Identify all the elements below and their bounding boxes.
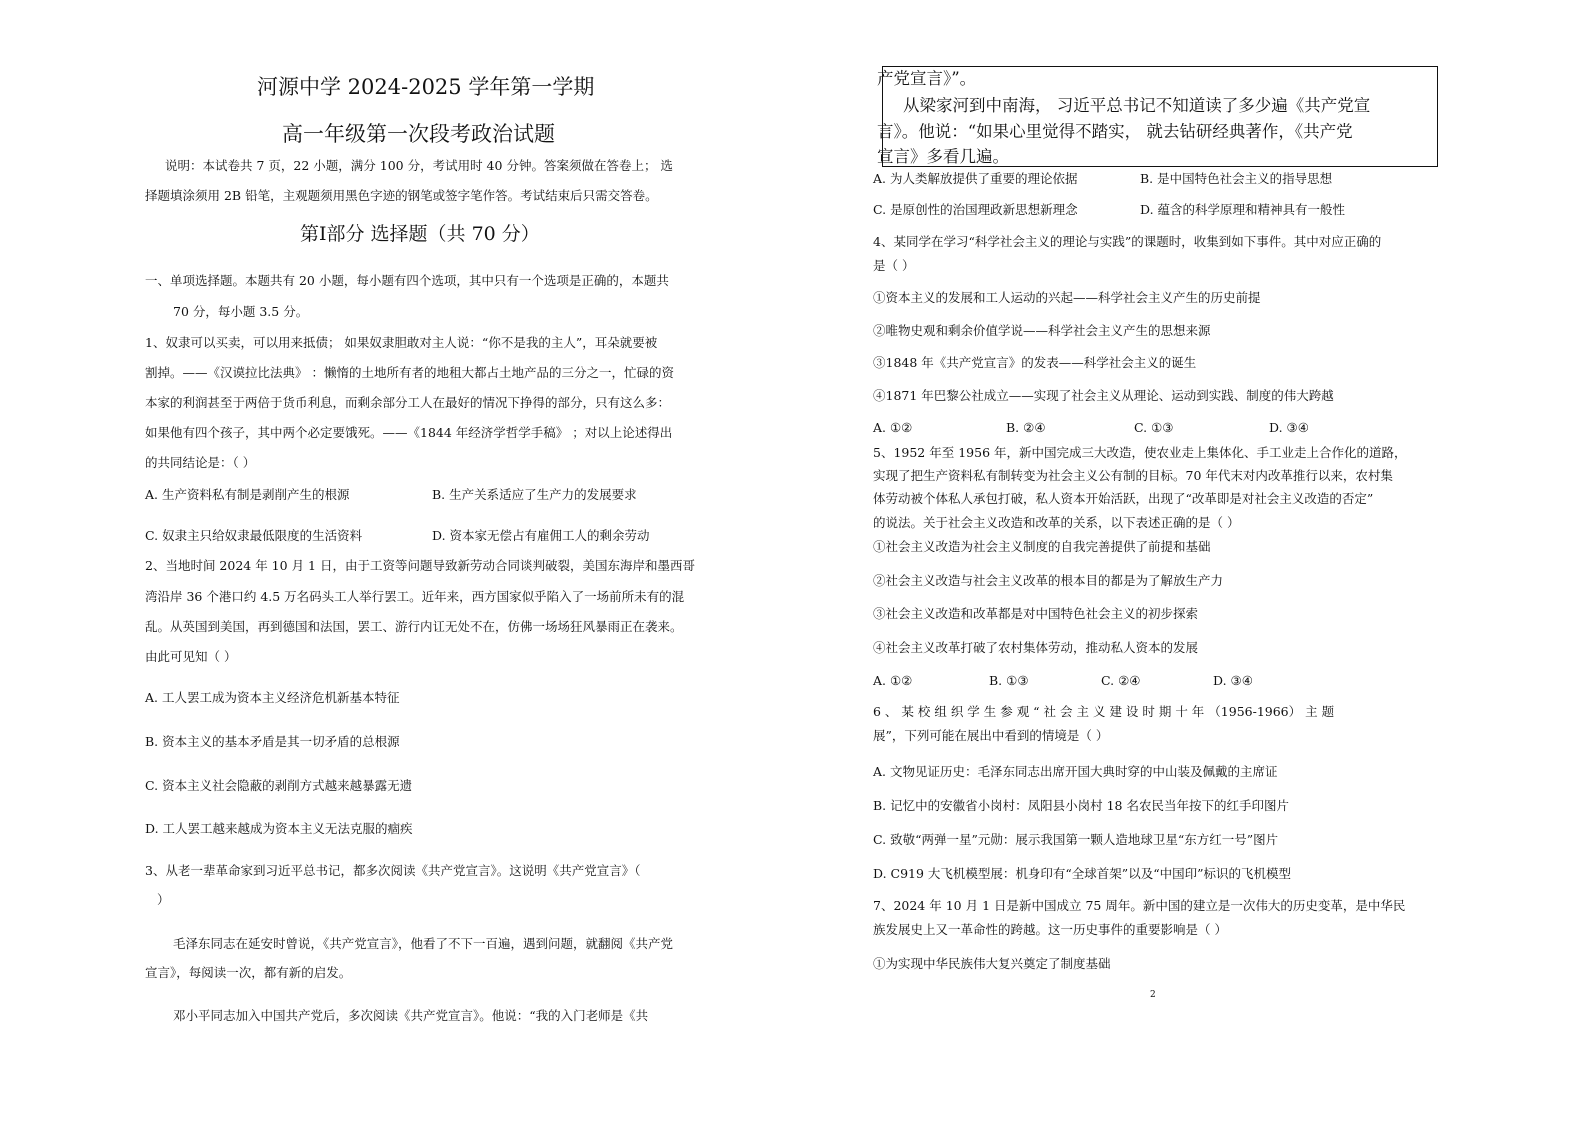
- q6-option-b[interactable]: B. 记忆中的安徽省小岗村：凤阳县小岗村 18 名农民当年按下的红手印图片: [873, 798, 1289, 813]
- q7-item: ①为实现中华民族伟大复兴奠定了制度基础: [873, 956, 1111, 971]
- q3-material-line: 毛泽东同志在延安时曾说，《共产党宣言》，他看了不下一百遍，遇到问题，就翻阅《共产党: [173, 936, 674, 951]
- q6-option-d[interactable]: D. C919 大飞机模型展：机身印有“全球首架”以及“中国印”标识的飞机模型: [873, 866, 1291, 881]
- q1-option-c[interactable]: C. 奴隶主只给奴隶最低限度的生活资料: [145, 528, 363, 543]
- q3-option-b[interactable]: B. 是中国特色社会主义的指导思想: [1140, 171, 1333, 186]
- q1-option-b[interactable]: B. 生产关系适应了生产力的发展要求: [432, 487, 637, 502]
- q5-item: ③社会主义改造和改革都是对中国特色社会主义的初步探索: [873, 606, 1199, 621]
- q7-stem-line: 7、2024 年 10 月 1 日是新中国成立 75 周年。新中国的建立是一次伟大的历史变革，是中华民: [873, 898, 1406, 913]
- q2-stem-line: 乱。从英国到美国，再到德国和法国，罢工、游行内讧无处不在，仿佛一场场狂风暴雨正在袭来。: [145, 619, 683, 634]
- q1-stem-line: 的共同结论是：（ ）: [145, 455, 256, 470]
- q5-item: ④社会主义改革打破了农村集体劳动，推动私人资本的发展: [873, 640, 1199, 655]
- q2-option-b[interactable]: B. 资本主义的基本矛盾是其一切矛盾的总根源: [145, 734, 400, 749]
- q6-stem-line: 6 、 某 校 组 织 学 生 参 观 “ 社 会 主 义 建 设 时 期 十 年 （1956-1966） 主 题: [873, 704, 1335, 719]
- quote-line: 言》。他说：“如果心里觉得不踏实， 就去钻研经典著作，《共产党: [877, 122, 1353, 141]
- q5-option-d[interactable]: D. ③④: [1213, 673, 1253, 688]
- q2-option-d[interactable]: D. 工人罢工越来越成为资本主义无法克服的痼疾: [145, 821, 413, 836]
- q2-option-a[interactable]: A. 工人罢工成为资本主义经济危机新基本特征: [145, 690, 400, 705]
- q4-option-c[interactable]: C. ①③: [1134, 420, 1174, 435]
- q1-option-d[interactable]: D. 资本家无偿占有雇佣工人的剩余劳动: [432, 528, 650, 543]
- q2-stem-line: 湾沿岸 36 个港口约 4.5 万名码头工人举行罢工。近年来，西方国家似乎陷入了一场前所未有的混: [145, 589, 685, 604]
- q4-item: ④1871 年巴黎公社成立——实现了社会主义从理论、运动到实践、制度的伟大跨越: [873, 388, 1334, 403]
- q5-stem-line: 的说法。关于社会主义改造和改革的关系，以下表述正确的是（ ）: [873, 515, 1240, 530]
- q1-stem-line: 1、奴隶可以买卖，可以用来抵债； 如果奴隶胆敢对主人说：“你不是我的主人”，耳朵就要被: [145, 335, 658, 350]
- q5-stem-line: 体劳动被个体私人承包打破，私人资本开始活跃，出现了“改革即是对社会主义改造的否定”: [873, 491, 1374, 506]
- section-intro-line: 一、单项选择题。本题共有 20 小题，每小题有四个选项，其中只有一个选项是正确的，本题共: [145, 273, 669, 288]
- q3-option-d[interactable]: D. 蕴含的科学原理和精神具有一般性: [1140, 202, 1346, 217]
- q4-option-d[interactable]: D. ③④: [1269, 420, 1309, 435]
- q4-item: ①资本主义的发展和工人运动的兴起——科学社会主义产生的历史前提: [873, 290, 1261, 305]
- school-title: 河源中学 2024-2025 学年第一学期: [257, 75, 595, 99]
- exam-title: 高一年级第一次段考政治试题: [282, 122, 555, 146]
- q5-stem-line: 5、1952 年至 1956 年，新中国完成三大改造，使农业走上集体化、手工业走上合作化的道路，: [873, 445, 1407, 460]
- q1-option-a[interactable]: A. 生产资料私有制是剥削产生的根源: [145, 487, 350, 502]
- q3-option-c[interactable]: C. 是原创性的治国理政新思想新理念: [873, 202, 1078, 217]
- q5-option-a[interactable]: A. ①②: [873, 673, 913, 688]
- page-number: 2: [1150, 990, 1156, 1000]
- quote-line: 产党宣言》”。: [877, 69, 977, 88]
- instruction-line: 说明：本试卷共 7 页，22 小题，满分 100 分，考试用时 40 分钟。答案须做在答卷上； 选: [165, 158, 673, 173]
- q2-stem-line: 由此可见知（ ）: [145, 649, 237, 664]
- q4-option-a[interactable]: A. ①②: [873, 420, 913, 435]
- section-intro-line: 70 分，每小题 3.5 分。: [173, 304, 309, 319]
- q7-stem-line: 族发展史上又一革命性的跨越。这一历史事件的重要影响是（ ）: [873, 922, 1227, 937]
- q3-stem-line: 3、从老一辈革命家到习近平总书记，都多次阅读《共产党宣言》。这说明《共产党宣言》（: [145, 863, 641, 878]
- q6-option-c[interactable]: C. 致敬“两弹一星”元勋：展示我国第一颗人造地球卫星“东方红一号”图片: [873, 832, 1279, 847]
- q2-stem-line: 2、当地时间 2024 年 10 月 1 日，由于工资等问题导致新劳动合同谈判破裂，美国东海岸和墨西哥: [145, 558, 695, 573]
- q5-item: ①社会主义改造为社会主义制度的自我完善提供了前提和基础: [873, 539, 1211, 554]
- q4-stem-line: 是（ ）: [873, 258, 915, 273]
- q3-material-line: 邓小平同志加入中国共产党后，多次阅读《共产党宣言》。他说：“我的入门老师是《共: [173, 1008, 649, 1023]
- q5-item: ②社会主义改造与社会主义改革的根本目的都是为了解放生产力: [873, 573, 1224, 588]
- q5-option-b[interactable]: B. ①③: [989, 673, 1029, 688]
- q5-stem-line: 实现了把生产资料私有制转变为社会主义公有制的目标。70 年代末对内改革推行以来，农村集: [873, 468, 1393, 483]
- quote-line: 宣言》多看几遍。: [877, 147, 1009, 166]
- q5-option-c[interactable]: C. ②④: [1101, 673, 1141, 688]
- q1-stem-line: 割掉。——《汉谟拉比法典》 ：懒惰的土地所有者的地租大都占土地产品的三分之一，忙碌的资: [145, 365, 674, 380]
- q6-stem-line: 展”，下列可能在展出中看到的情境是（ ）: [873, 728, 1109, 743]
- q4-item: ③1848 年《共产党宣言》的发表——科学社会主义的诞生: [873, 355, 1197, 370]
- q4-item: ②唯物史观和剩余价值学说——科学社会主义产生的思想来源: [873, 323, 1211, 338]
- q1-stem-line: 如果他有四个孩子，其中两个必定要饿死。——《1844 年经济学哲学手稿》 ；对以上论述得出: [145, 425, 673, 440]
- q3-option-a[interactable]: A. 为人类解放提供了重要的理论依据: [873, 171, 1078, 186]
- section-title: 第Ⅰ部分 选择题（共 70 分）: [300, 223, 540, 245]
- q2-option-c[interactable]: C. 资本主义社会隐蔽的剥削方式越来越暴露无遗: [145, 778, 413, 793]
- q3-material-line: 宣言》，每阅读一次，都有新的启发。: [145, 965, 352, 980]
- q6-option-a[interactable]: A. 文物见证历史：毛泽东同志出席开国大典时穿的中山装及佩戴的主席证: [873, 764, 1278, 779]
- q3-stem-line: ）: [157, 892, 170, 907]
- q4-stem-line: 4、某同学在学习“科学社会主义的理论与实践”的课题时，收集到如下事件。其中对应正确的: [873, 234, 1382, 249]
- instruction-line: 择题填涂须用 2B 铅笔，主观题须用黑色字迹的钢笔或签字笔作答。考试结束后只需交答卷。: [145, 188, 658, 203]
- q1-stem-line: 本家的利润甚至于两倍于货币利息，而剩余部分工人在最好的情况下挣得的部分，只有这么多：: [145, 395, 671, 410]
- q4-option-b[interactable]: B. ②④: [1006, 420, 1046, 435]
- quote-line: 从梁家河到中南海， 习近平总书记不知道读了多少遍《共产党宣: [903, 96, 1371, 115]
